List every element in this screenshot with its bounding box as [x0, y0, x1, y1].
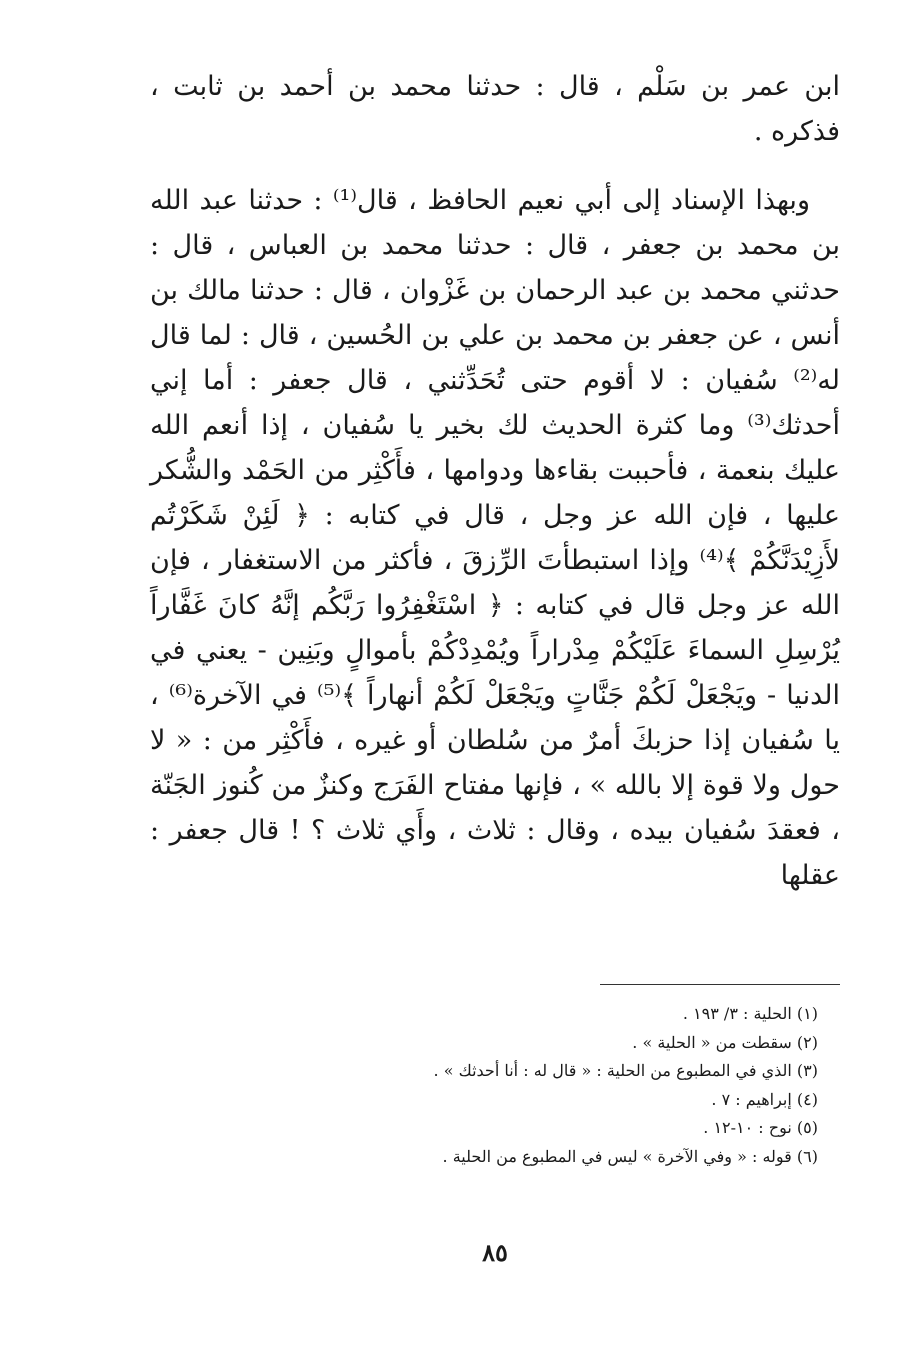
footnote-3: (٣) الذي في المطبوع من الحلية : « قال له : أنا أحدثك » .: [433, 1061, 818, 1080]
footnote-5: (٥) نوح : ١٠-١٢ .: [703, 1118, 818, 1137]
page-number: ٨٥: [482, 1238, 508, 1267]
paragraph-continuation: ابن عمر بن سَلْم ، قال : حدثنا محمد بن أحمد بن ثابت ، فذكره .: [150, 71, 840, 147]
footnote-1: (١) الحلية : ٣/ ١٩٣ .: [682, 1004, 818, 1023]
footnotes-list: [150, 1000, 818, 1171]
footnote-2: (٢) سقطت من « الحلية » .: [632, 1032, 818, 1052]
paragraph-hadith: وبهذا الإسناد إلى أبي نعيم الحافظ ، قال⁽¹⁾ : حدثنا عبد الله بن محمد بن جعفر ، قال : حدثنا محمد بن العباس ، قال : حدثني محمد بن عبد الرحمان بن غَزْوان ، قال : حدثنا مالك بن أنس ، عن جعفر بن محمد بن علي بن الحُسين ، قال : لما قال له⁽²⁾ سُفيان : لا أقوم حتى تُحَدِّثني ، قال جعفر : أما إني أحدثك⁽³⁾ وما كثرة الحديث لك بخير يا سُفيان ، إذا أنعم الله عليك بنعمة ، فأحببت بقاءها ودوامها ، فأَكْثِر من الحَمْد والشُّكر عليها ، فإن الله عز وجل ، قال في كتابه : ﴿ لَئِنْ شَكَرْتُم لأَزِيْدَنَّكُمْ ﴾⁽⁴⁾ وإذا استبطأتَ الرِّزقَ ، فأكثر من الاستغفار ، فإن الله عز وجل قال في كتابه : ﴿ اسْتَغْفِرُوا رَبَّكُم إنَّهُ كانَ غَفَّاراً يُرْسِلِ السماءَ عَلَيْكُمْ مِدْراراً ويُمْدِدْكُمْ بأموالٍ وبَنِين - يعني في الدنيا - ويَجْعَلْ لَكُمْ جَنَّاتٍ ويَجْعَلْ لَكُمْ أنهاراً ﴾⁽⁵⁾ في الآخرة⁽⁶⁾ ، يا سُفيان إذا حزبكَ أمرٌ من سُلطان أو غيره ، فأَكْثِر من : « لا حول ولا قوة إلا بالله » ، فإنها مفتاح الفَرَج وكنزٌ من كُنوز الجَنّة ، فعقدَ سُفيان بيده ، وقال : ثلاث ، وأَي ثلاث ؟ ! قال جعفر : عقلها: [150, 185, 840, 891]
footnote-6: (٦) قوله : « وفي الآخرة » ليس في المطبوع من الحلية .: [442, 1146, 818, 1166]
book-page: [150, 60, 840, 1320]
footnote-divider: [600, 984, 840, 985]
footnote-4: (٤) إبراهيم : ٧ .: [711, 1089, 818, 1109]
